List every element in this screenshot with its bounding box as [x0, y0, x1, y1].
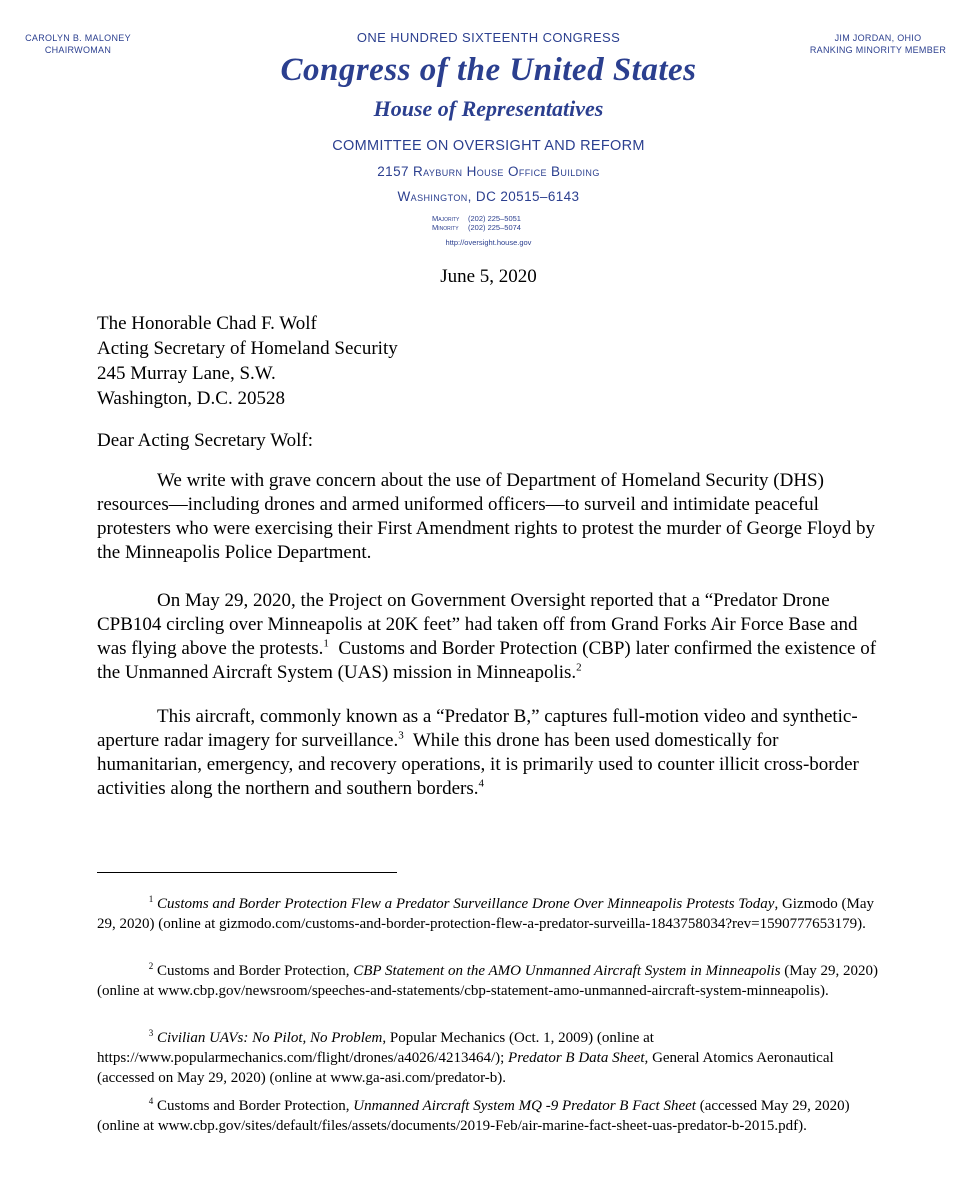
- footnote-number: 1: [148, 894, 154, 904]
- committee-website: http://oversight.house.gov: [445, 238, 532, 247]
- office-address: 2157 Rayburn House Office Building: [377, 164, 600, 179]
- footnote-ref[interactable]: 3: [398, 729, 404, 742]
- paragraph-text: We write with grave concern about the use of Department of Homeland Security (DHS) resources—including drones and armed uniformed officers—to surveil and intimidate peaceful protesters who were exercising their First Amendment rights to protest the murder of George Floyd by the Minneapolis Police Department.: [97, 470, 875, 563]
- addressee-line: The Honorable Chad F. Wolf: [97, 313, 317, 334]
- addressee-block: [97, 311, 398, 411]
- footnote-divider: [97, 872, 397, 873]
- majority-label: Majority: [432, 214, 460, 223]
- footnote-title: CBP Statement on the AMO Unmanned Aircraft System in Minneapolis: [353, 963, 781, 979]
- footnote-ref[interactable]: 1: [323, 637, 329, 650]
- footnote-text: Customs and Border Protection,: [157, 963, 354, 979]
- body-paragraph: [97, 705, 877, 801]
- phone-numbers: [432, 214, 521, 232]
- letterhead-title: Congress of the United States: [280, 52, 697, 88]
- committee-name: COMMITTEE ON OVERSIGHT AND REFORM: [332, 138, 645, 154]
- footnote-text: , Gizmodo (May 29, 2020) (online at gizmodo.com/customs-and-border-protection-flew-a-predator-surveilla-1843758034?rev=1590777653179).: [97, 896, 875, 932]
- office-city: Washington, DC 20515–6143: [397, 189, 580, 204]
- footnote-text: General Atomics Aeronautical (accessed on May 29, 2020) (online at www.ga-asi.com/predator-b).: [97, 1050, 834, 1086]
- minority-phone-line: [432, 223, 521, 232]
- footnote-ref[interactable]: 2: [576, 661, 582, 674]
- footnote: [97, 894, 882, 934]
- addressee-line: Washington, D.C. 20528: [97, 388, 285, 409]
- footnote: [97, 1096, 882, 1136]
- footnote-title: Civilian UAVs: No Pilot, No Problem: [157, 1030, 383, 1046]
- footnote-text: (accessed May 29, 2020) (online at www.cbp.gov/sites/default/files/assets/documents/2019-Feb/air-marine-fact-sheet-uas-predator-b-2015.pdf).: [97, 1098, 850, 1134]
- minority-label: Minority: [432, 223, 459, 232]
- majority-phone-line: [432, 214, 521, 223]
- footnote-title: Predator B Data Sheet,: [508, 1050, 649, 1066]
- paragraph-text: While this drone has been used domestically for humanitarian, emergency, and recovery operations, it is primarily used to counter illicit cross-border activities along the northern and southern borders.: [97, 730, 864, 799]
- footnote-text: , Popular Mechanics (Oct. 1, 2009) (online at https://www.popularmechanics.com/flight/drones/a4026/4213464/);: [97, 1030, 654, 1066]
- footnote: [97, 1028, 882, 1088]
- paragraph-text: Customs and Border Protection (CBP) later confirmed the existence of the Unmanned Aircraft System (UAS) mission in Minneapolis.: [97, 638, 881, 683]
- chair-name: CAROLYN B. MALONEY: [25, 33, 131, 43]
- addressee-line: 245 Murray Lane, S.W.: [97, 363, 276, 384]
- footnote-number: 3: [148, 1028, 154, 1038]
- addressee-line: Acting Secretary of Homeland Security: [97, 338, 398, 359]
- letter-date: June 5, 2020: [440, 266, 537, 287]
- congress-number: ONE HUNDRED SIXTEENTH CONGRESS: [356, 30, 621, 45]
- footnote-title: Customs and Border Protection Flew a Predator Surveillance Drone Over Minneapolis Protests Today: [157, 896, 775, 912]
- paragraph-text: This aircraft, commonly known as a “Predator B,” captures full-motion video and synthetic-aperture radar imagery for surveillance.: [97, 706, 858, 751]
- body-paragraph: [97, 469, 877, 565]
- footnote-ref[interactable]: 4: [478, 777, 484, 790]
- footnote: [97, 961, 882, 1001]
- majority-phone: (202) 225–5051: [468, 214, 521, 223]
- footnote-title: Unmanned Aircraft System MQ -9 Predator B Fact Sheet: [353, 1098, 696, 1114]
- ranking-member-name: JIM JORDAN, OHIO: [834, 33, 922, 43]
- footnote-text: (May 29, 2020) (online at www.cbp.gov/newsroom/speeches-and-statements/cbp-statement-amo-unmanned-aircraft-system-minneapolis).: [97, 963, 879, 999]
- footnote-number: 4: [148, 1096, 154, 1106]
- minority-phone: (202) 225–5074: [468, 223, 521, 232]
- ranking-member-title: RANKING MINORITY MEMBER: [809, 45, 947, 55]
- chair-title: CHAIRWOMAN: [44, 45, 112, 55]
- footnote-number: 2: [148, 961, 154, 971]
- footnote-text: Customs and Border Protection,: [157, 1098, 354, 1114]
- paragraph-text: On May 29, 2020, the Project on Government Oversight reported that a “Predator Drone CPB104 circling over Minneapolis at 20K feet” had taken off from Grand Forks Air Force Base and was flying above the protests.: [97, 590, 858, 659]
- letterhead-subtitle: House of Representatives: [373, 96, 604, 121]
- salutation: Dear Acting Secretary Wolf:: [97, 430, 314, 451]
- body-paragraph: [97, 589, 881, 685]
